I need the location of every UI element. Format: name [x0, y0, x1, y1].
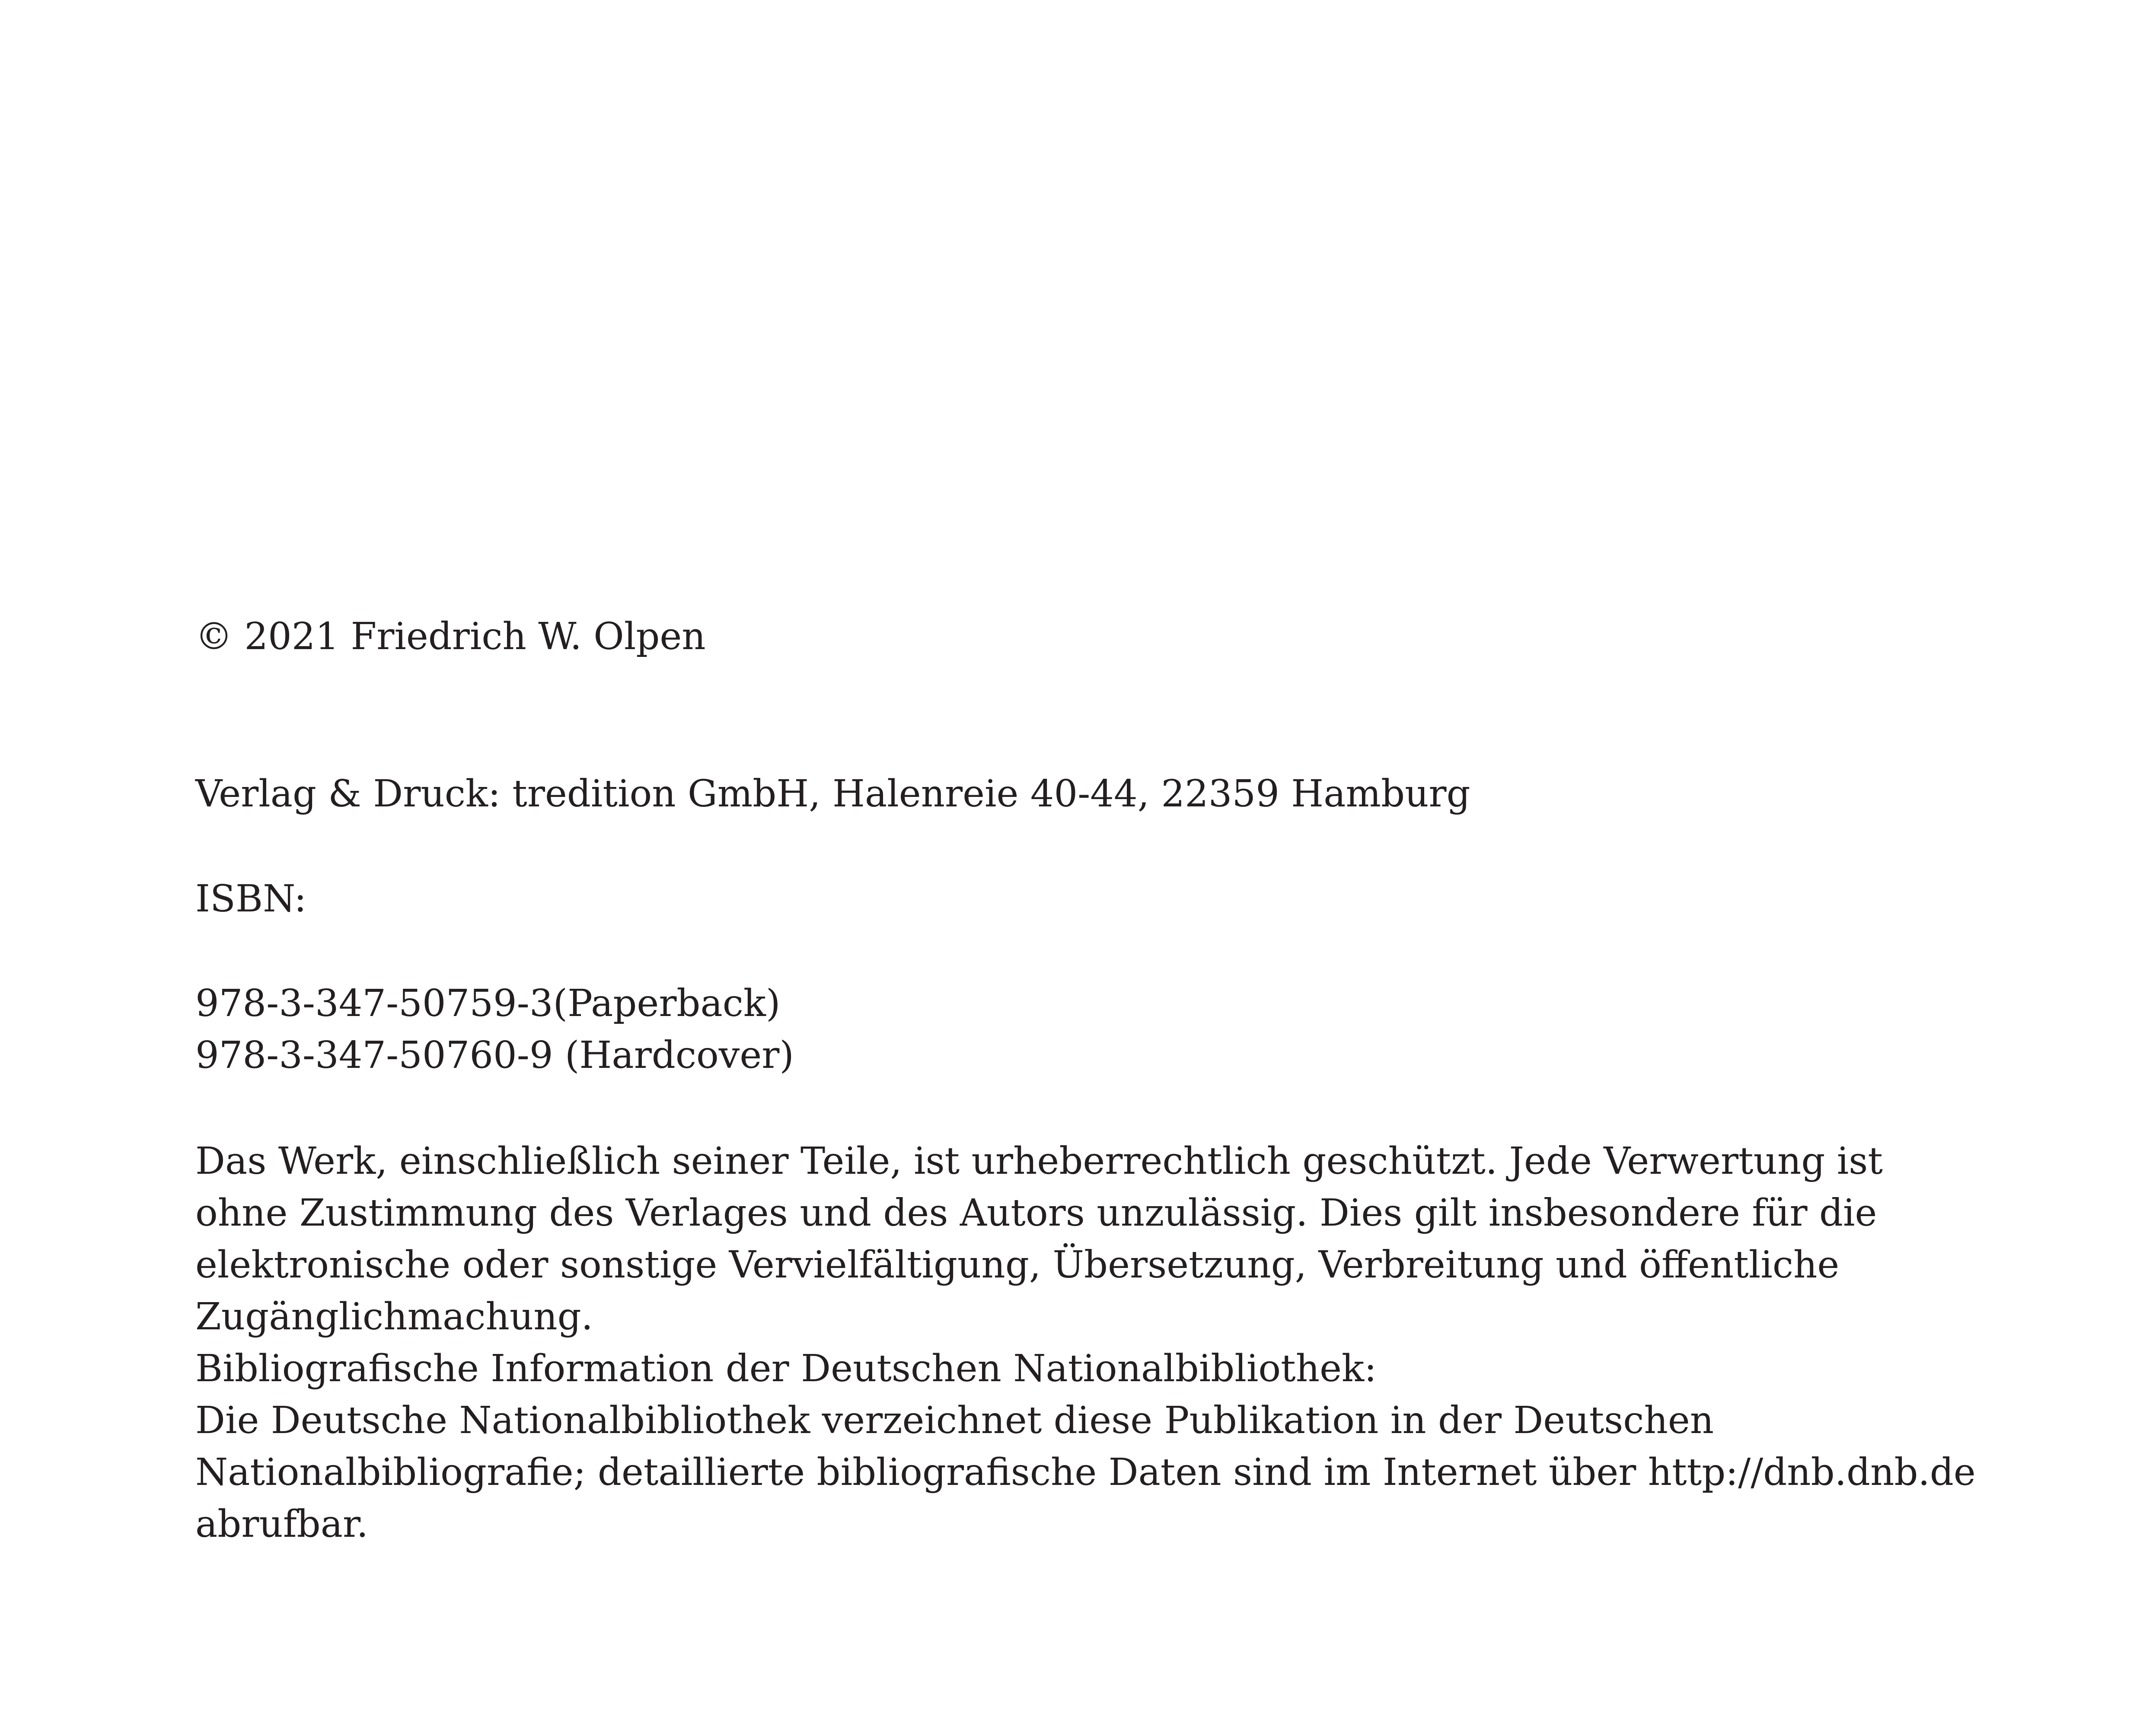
isbn-list [195, 978, 794, 1081]
bibliographic-line: Nationalbibliografie; detaillierte bibliografische Daten sind im Internet über http://dnb.dnb.de [195, 1451, 1976, 1494]
copyright-notice [195, 611, 706, 663]
legal-notice [195, 1135, 1976, 1550]
isbn-hardcover: 978-3-347-50760-9 (Hardcover) [195, 1034, 794, 1077]
bibliographic-line: abrufbar. [195, 1503, 368, 1546]
isbn-label [195, 873, 306, 925]
publisher-line: Verlag & Druck: tredition GmbH, Halenreie 40-44, 22359 Hamburg [195, 772, 1470, 815]
isbn-paperback: 978-3-347-50759-3(Paperback) [195, 982, 781, 1025]
legal-line: ohne Zustimmung des Verlages und des Autors unzulässig. Dies gilt insbesondere für die [195, 1191, 1877, 1235]
publisher-info [195, 768, 1470, 820]
isbn-label-text: ISBN: [195, 877, 307, 921]
legal-line: Zugänglichmachung. [195, 1295, 593, 1338]
bibliographic-line: Die Deutsche Nationalbibliothek verzeichnet diese Publikation in der Deutschen [195, 1399, 1714, 1442]
legal-line: elektronische oder sonstige Vervielfältigung, Übersetzung, Verbreitung und öffentliche [195, 1243, 1840, 1287]
bibliographic-heading: Bibliografische Information der Deutschen Nationalbibliothek: [195, 1347, 1377, 1390]
copyright-line: © 2021 Friedrich W. Olpen [195, 615, 706, 658]
legal-line: Das Werk, einschließlich seiner Teile, ist urheberrechtlich geschützt. Jede Verwertung ist [195, 1140, 1883, 1183]
